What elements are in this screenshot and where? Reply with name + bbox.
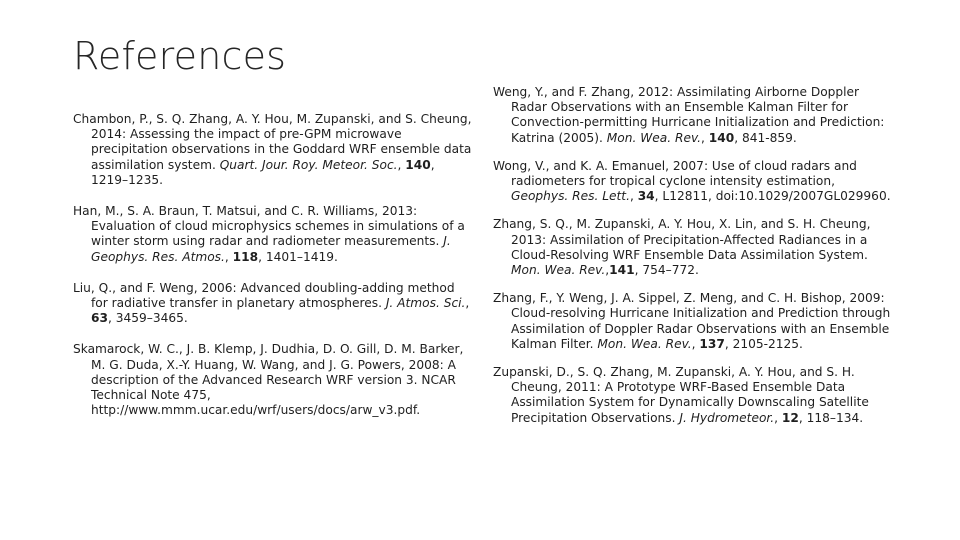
page-title: References (73, 34, 287, 78)
pages: , 118–134. (798, 410, 864, 425)
pages: , 841-859. (734, 130, 797, 145)
reference-text: Liu, Q., and F. Weng, 2006: Advanced doubling-adding method for radiative transfer in planetary atmospheres. (73, 280, 455, 311)
pages: , 754–772. (634, 263, 699, 278)
reference-list-right (493, 85, 893, 439)
journal-name: J. Atmos. Sci. (385, 296, 466, 311)
reference-item (73, 112, 473, 188)
volume: 63 (91, 311, 108, 326)
journal-name: J. Hydrometeor. (679, 410, 775, 425)
reference-text: Wong, V., and K. A. Emanuel, 2007: Use of cloud radars and radiometers for tropical cyclone intensity estimation, (493, 158, 857, 189)
journal-name: J. Geophys. Res. Atmos. (91, 234, 451, 264)
pages: , 3459–3465. (107, 311, 188, 326)
reference-text: Skamarock, W. C., J. B. Klemp, J. Dudhia, D. O. Gill, D. M. Barker, M. G. Duda, X.-Y. Huang, W. Wang, and J. G. Powers, 2008: A description of the Advanced Research WRF version 3. NCAR Technical Note 475, http://www.mmm.ucar.edu/wrf/users/docs/arw_v3.pdf. (73, 342, 464, 418)
reference-item (73, 342, 473, 418)
reference-item (493, 85, 893, 146)
reference-item (493, 159, 893, 205)
separator: , (691, 336, 700, 351)
volume: 118 (232, 249, 259, 264)
volume: 12 (781, 410, 799, 425)
pages: , L12811, doi:10.1029/2007GL029960. (654, 189, 891, 204)
separator: , (224, 249, 233, 264)
separator: , (629, 189, 638, 204)
reference-text: Zhang, F., Y. Weng, J. A. Sippel, Z. Meng, and C. H. Bishop, 2009: Cloud-resolving Hurricane Initialization and Prediction through Assimilation of Doppler Radar Observations with an Ensemble Kalman Filter. (493, 291, 891, 351)
separator: , (605, 263, 610, 278)
volume: 140 (708, 130, 735, 145)
separator: , (465, 296, 470, 311)
reference-text: Zupanski, D., S. Q. Zhang, M. Zupanski, A. Y. Hou, and S. H. Cheung, 2011: A Prototype WRF-Based Ensemble Data Assimilation System for Dynamically Downscaling Satellite Precipitation Observations. (493, 365, 869, 425)
reference-text: Weng, Y., and F. Zhang, 2012: Assimilating Airborne Doppler Radar Observations with an Ensemble Kalman Filter for Convection-permitting Hurricane Initialization and Prediction: Katrina (2005). (493, 85, 885, 145)
journal-name: Mon. Wea. Rev. (606, 130, 702, 145)
reference-text: Chambon, P., S. Q. Zhang, A. Y. Hou, M. Zupanski, and S. Cheung, 2014: Assessing the impact of pre-GPM microwave precipitation observations in the Goddard WRF ensemble data assimilation system. (73, 112, 472, 172)
pages: , 1401–1419. (258, 249, 338, 264)
volume: 141 (609, 263, 635, 278)
journal-name: Mon. Wea. Rev. (511, 263, 606, 278)
separator: , (774, 410, 782, 425)
reference-text: Han, M., S. A. Braun, T. Matsui, and C. R. Williams, 2013: Evaluation of cloud microphysics schemes in simulations of a winter storm using radar and radiometer measurements. (73, 204, 465, 249)
journal-name: Geophys. Res. Lett. (511, 189, 630, 204)
journal-name: Quart. Jour. Roy. Meteor. Soc. (219, 157, 398, 172)
pages: , 1219–1235. (91, 157, 435, 187)
separator: , (397, 157, 406, 172)
reference-item (73, 281, 473, 327)
reference-item (493, 365, 893, 426)
pages: , 2105-2125. (724, 336, 803, 351)
reference-list-left (73, 112, 473, 434)
reference-item (73, 204, 473, 265)
volume: 137 (699, 336, 725, 351)
reference-text: Zhang, S. Q., M. Zupanski, A. Y. Hou, X. Lin, and S. H. Cheung, 2013: Assimilation of Precipitation-Affected Radiances in a Cloud-Resolving WRF Ensemble Data Assimilation System. (493, 217, 871, 262)
volume: 34 (637, 189, 655, 204)
journal-name: Mon. Wea. Rev. (597, 336, 692, 351)
volume: 140 (405, 157, 431, 172)
reference-item (493, 217, 893, 278)
reference-item (493, 291, 893, 352)
separator: , (701, 130, 709, 145)
